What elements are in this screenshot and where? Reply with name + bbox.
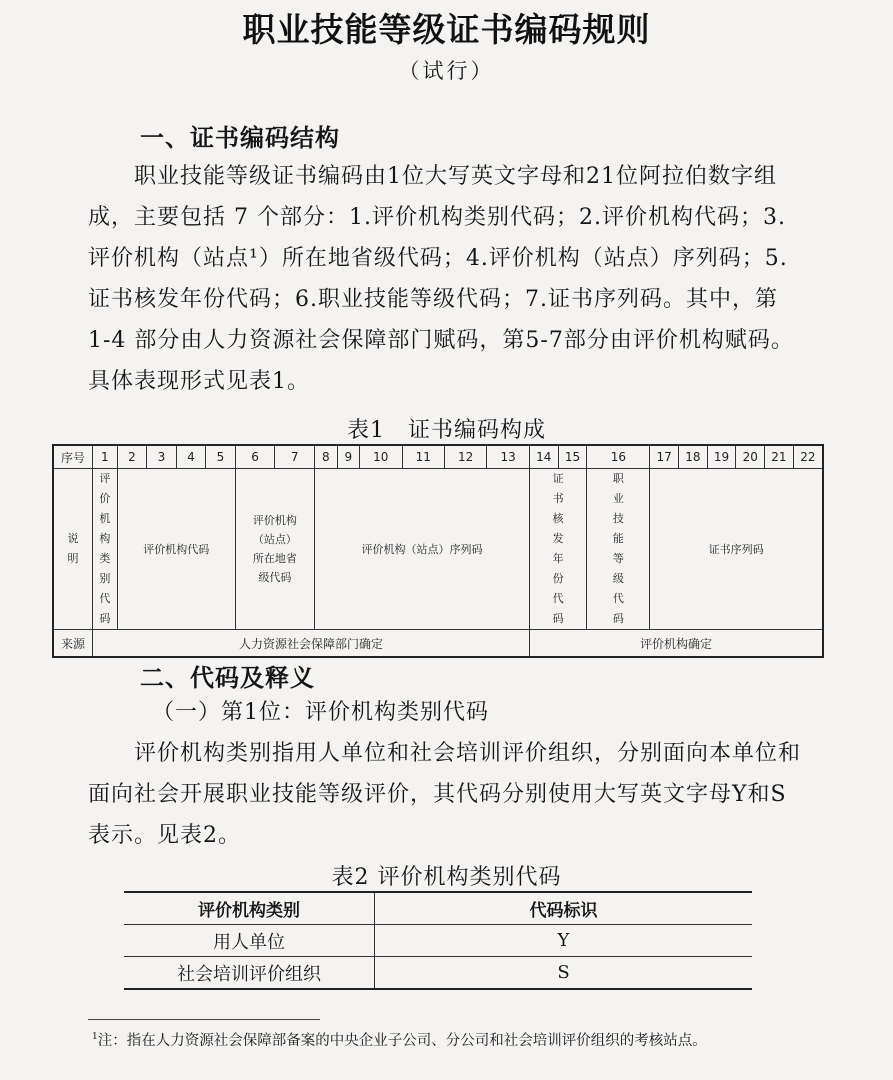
table1-pos-7: 7 <box>275 445 315 469</box>
table1-group-cert-serial: 证书序列码 <box>650 469 823 630</box>
table-row <box>124 957 752 990</box>
document-subtitle: （试行） <box>398 59 495 83</box>
table1-seq-row <box>53 445 823 469</box>
table2-header-row <box>124 892 752 925</box>
table1-group-level-code: 职业技能等级代码 <box>587 469 650 630</box>
table1-pos-11: 11 <box>402 445 444 469</box>
table1-pos-20: 20 <box>736 445 765 469</box>
footnote-mark: 1 <box>92 1032 98 1042</box>
table1-pos-21: 21 <box>765 445 794 469</box>
table1-pos-6: 6 <box>235 445 275 469</box>
footnote <box>92 1025 812 1053</box>
table2-category-cell: 用人单位 <box>124 925 375 957</box>
table1-pos-17: 17 <box>650 445 679 469</box>
table1-pos-22: 22 <box>793 445 823 469</box>
table2-caption: 表2 评价机构类别代码 <box>331 865 562 890</box>
table2-category-cell: 社会培训评价组织 <box>124 957 375 990</box>
table1-pos-1: 1 <box>93 445 118 469</box>
table-row <box>124 925 752 957</box>
section2-sub1-heading: （一）第1位：评价机构类别代码 <box>152 700 489 725</box>
table1-row-label-source: 来源 <box>53 630 93 658</box>
table2-header-code: 代码标识 <box>375 892 753 925</box>
table1-pos-8: 8 <box>315 445 338 469</box>
table1-source-row <box>53 630 823 658</box>
org-category-code-table <box>124 891 752 990</box>
document-title: 职业技能等级证书编码规则 <box>242 10 651 49</box>
table2-code-cell: S <box>375 957 753 990</box>
section1-heading: 一、证书编码结构 <box>140 124 340 152</box>
table1-group-org-code: 评价机构代码 <box>117 469 235 630</box>
table1-pos-14: 14 <box>529 445 558 469</box>
footnote-divider <box>88 1019 320 1020</box>
table1-pos-13: 13 <box>487 445 530 469</box>
table1-group-province-code: 评价机构（站点）所在地省级代码 <box>235 469 314 630</box>
table1-caption: 表1 证书编码构成 <box>347 418 546 443</box>
table1-pos-5: 5 <box>206 445 236 469</box>
table1-pos-15: 15 <box>558 445 587 469</box>
table1-group-category: 评价机构类别代码 <box>93 469 118 630</box>
section2-heading: 二、代码及释义 <box>140 664 315 692</box>
section2-sub1-paragraph: 评价机构类别指用人单位和社会培训评价组织，分别面向本单位和面向社会开展职业技能等级评价，其代码分别使用大写英文字母Y和S表示。见表2。 <box>88 741 802 848</box>
table1-group-year-code: 证书核发年份代码 <box>529 469 586 630</box>
table1-pos-18: 18 <box>679 445 708 469</box>
table1-pos-2: 2 <box>117 445 147 469</box>
table1-pos-4: 4 <box>176 445 206 469</box>
table1-desc-row <box>53 469 823 630</box>
footnote-text: 注：指在人力资源社会保障部备案的中央企业子公司、分公司和社会培训评价组织的考核站点。 <box>97 1032 707 1049</box>
table1-pos-12: 12 <box>444 445 486 469</box>
table1-source-evaluator: 评价机构确定 <box>529 630 823 658</box>
table1-row-label-seq: 序号 <box>53 445 93 469</box>
table1-pos-3: 3 <box>147 445 177 469</box>
section1-paragraph: 职业技能等级证书编码由1位大写英文字母和21位阿拉伯数字组成，主要包括 7 个部分：1.评价机构类别代码；2.评价机构代码；3.评价机构（站点¹）所在地省级代码；4.评价机构（站点）序列码；5.证书核发年份代码；6.职业技能等级代码；7.证书序列码。其中，第 1-4 部分由人力资源社会保障部门赋码，第5-7部分由评价机构赋码。具体表现形式见表1。 <box>88 164 794 394</box>
table1-source-hrss: 人力资源社会保障部门确定 <box>93 630 530 658</box>
table1-pos-19: 19 <box>707 445 736 469</box>
table1-pos-10: 10 <box>360 445 402 469</box>
table1-group-site-serial: 评价机构（站点）序列码 <box>315 469 530 630</box>
table1-row-label-desc: 说明 <box>53 469 93 630</box>
certificate-code-structure-table <box>52 444 824 658</box>
table2-header-category: 评价机构类别 <box>124 892 375 925</box>
table1-pos-9: 9 <box>337 445 360 469</box>
table1-pos-16: 16 <box>587 445 650 469</box>
table2-code-cell: Y <box>375 925 753 957</box>
